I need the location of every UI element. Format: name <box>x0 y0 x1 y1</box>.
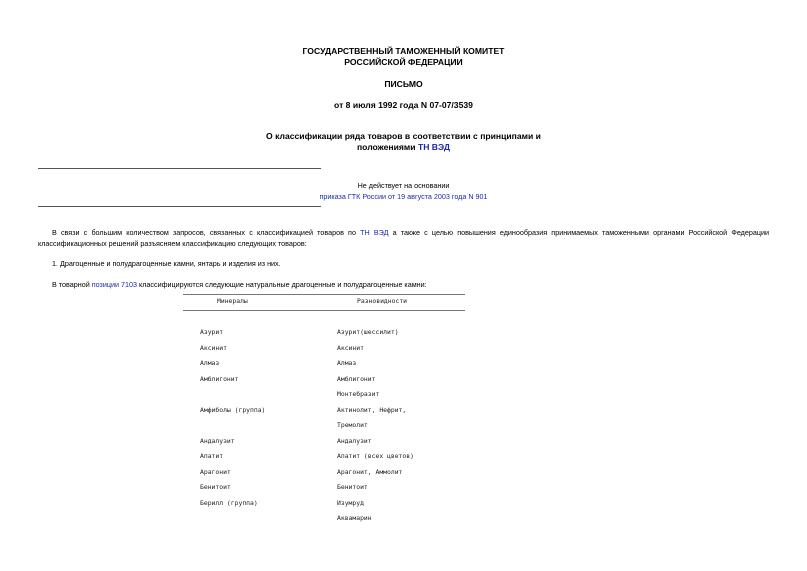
table-cell-mineral: Алмаз <box>200 359 220 367</box>
classification-paragraph <box>52 280 427 290</box>
table-header-border <box>183 310 465 311</box>
bottom-divider <box>38 206 321 207</box>
intro-text-1: В связи с большим количеством запросов, связанных с классификацией товаров по <box>52 228 361 237</box>
document-date-number: от 8 июля 1992 года N 07-07/3539 <box>334 100 473 110</box>
table-cell-variety: Тремолит <box>337 421 368 429</box>
table-top-border <box>183 294 465 295</box>
intro-tn-ved-link[interactable]: ТН ВЭД <box>360 228 389 237</box>
subject-line-2 <box>0 142 807 153</box>
table-cell-variety: Андалузит <box>337 436 372 445</box>
table-cell-mineral: Амблигонит <box>200 374 239 383</box>
table-cell-variety: Арагонит, Аммолит <box>337 467 403 476</box>
table-cell-mineral: Берилл (группа) <box>200 498 258 507</box>
table-cell-variety: Алмаз <box>337 359 357 367</box>
table-cell-mineral: Азурит <box>200 328 224 336</box>
table-cell-mineral: Арагонит <box>200 467 231 476</box>
status-order-link[interactable]: приказа ГТК России от 19 августа 2003 года N 901 <box>319 192 488 201</box>
table-cell-variety: Аквамарин <box>337 514 372 522</box>
issuer-line-1: ГОСУДАРСТВЕННЫЙ ТАМОЖЕННЫЙ КОМИТЕТ <box>302 46 505 56</box>
table-cell-variety: Аксинит <box>337 343 364 352</box>
table-cell-variety: Амблигонит <box>337 374 376 383</box>
table-cell-variety: Актинолит, Нефрит, <box>337 405 407 414</box>
subject-line-2-text: положениями <box>356 142 418 152</box>
tn-ved-link[interactable]: ТН ВЭД <box>417 142 451 152</box>
item-1-heading: 1. Драгоценные и полудрагоценные камни, янтарь и изделия из них. <box>52 259 281 268</box>
position-7103-link[interactable]: позиции 7103 <box>91 280 137 289</box>
table-cell-variety: Апатит (всех цветов) <box>337 452 414 460</box>
column-header-varieties: Разновидности <box>357 297 408 305</box>
classification-text-2: классифицируются следующие натуральные драгоценные и полудрагоценные камни: <box>136 280 427 289</box>
table-cell-variety: Изумруд <box>337 498 364 507</box>
column-header-minerals: Минералы <box>217 297 248 305</box>
top-divider <box>38 168 321 169</box>
status-note: Не действует на основании <box>357 181 450 190</box>
table-cell-mineral: Амфиболы (группа) <box>200 405 266 414</box>
table-cell-variety: Бенитоит <box>337 483 368 491</box>
issuer-line-2: РОССИЙСКОЙ ФЕДЕРАЦИИ <box>344 57 463 67</box>
table-cell-mineral: Бенитоит <box>200 483 231 491</box>
table-cell-mineral: Андалузит <box>200 436 235 445</box>
subject-line-1: О классификации ряда товаров в соответствии с принципами и <box>266 131 541 141</box>
document-type: ПИСЬМО <box>384 79 423 89</box>
intro-text-2: а также с целью повышения единообразия принимаемых таможенными органами Российской Федерации классификационных решений разъясняем классификацию следующих товаров: <box>38 228 769 248</box>
classification-text-1: В товарной <box>52 280 92 289</box>
table-cell-variety: Монтебразит <box>337 390 380 398</box>
intro-paragraph <box>38 228 769 249</box>
table-cell-variety: Азурит(шессилит) <box>337 328 399 336</box>
table-cell-mineral: Аксинит <box>200 343 227 352</box>
table-cell-mineral: Апатит <box>200 452 224 460</box>
